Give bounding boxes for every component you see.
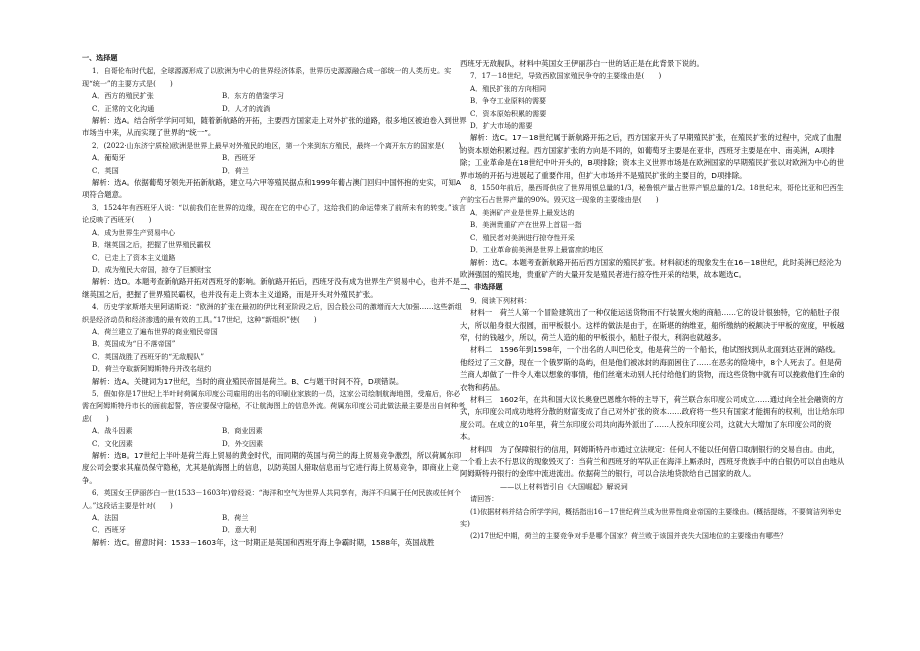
left-column	[82, 52, 467, 549]
question-5-answer: 解析：选B。17世纪上半叶是荷兰海上贸易的黄金时代，而同期的英国与荷兰的海上贸易竞争激烈，所以荷属东印度公司会要求其雇员保守隐秘，尤其是航海图上的信息，以防英国人猎取信息而与它进行海上贸易竞争，即商业上竞争。	[82, 451, 462, 485]
question-3-answer: 解析：选D。本题考查新航路开拓对西班牙的影响。新航路开拓后，西班牙没有成为世界生产贸易中心，也并不是继英国之后，把握了世界殖民霸权，也并没有走上资本主义道路，而是开头对外殖民扩张。	[82, 277, 460, 299]
question-8-option-b	[460, 219, 845, 231]
option: A．葡萄牙	[92, 153, 126, 163]
option: B．东方的借鉴学习	[222, 91, 284, 101]
question-1-stem: 1．自哥伦布时代起，全球源源形成了以欧洲为中心的世界经济体系，世界历史源源融合成一部统一的人类历史。实现“统一”的主要方式是( )	[82, 66, 452, 88]
section-title-choice: 一、选择题	[82, 53, 118, 62]
question-6-options-row1	[82, 512, 467, 524]
question-8-option-a	[460, 207, 845, 219]
material-3: 材料三 1602年，在共和国大议长奥登巴恩维尔特的主导下，荷兰联合东印度公司成立……通过向全社会融资的方式，东印度公司成功地将分散的财富变成了自己对外扩张的资本……政府将一些只有国家才能拥有的权利，出让给东印度公司。在成立的10年里，荷兰东印度公司共向海外派出了……人投东印度公司，这就大大增加了东印度公司的资本。	[460, 394, 845, 442]
question-7-option-d	[460, 120, 845, 132]
option: D．意大利	[222, 525, 257, 535]
option: B．美洲贵重矿产在世界上首屈一指	[470, 220, 582, 230]
option: C．资本原始积累的需要	[470, 108, 547, 118]
question-5-options-row1	[82, 425, 467, 437]
question-4-option-b	[82, 338, 467, 350]
option: C．殖民者对美洲进行掠夺性开采	[470, 232, 575, 242]
option: A．荷兰建立了遍布世界的商业殖民帝国	[92, 326, 218, 336]
material-2: 材料二 1596年到1598年，一个出名的人叫巴伦支，他是荷兰的一个船长，他试图找到从北面到达亚洲的路线。他经过了三文静，现在一个俄罗斯的岛屿，但是他们被冰封的海面困住了……在恶劣的险境中，8个人死去了。但是荷兰商人却做了一件令人难以想象的事情，他们丝毫未动别人托付给他们的货物，而这些货物中就有可以挽救他们生命的衣物和药品。	[460, 345, 845, 392]
option: D．荷兰夺取新阿姆斯特丹并改名纽约	[92, 364, 212, 374]
question-6-answer: 解析：选C。留意时间：1533－1603年，这一时期正是英国和西班牙海上争霸时期，1588年，英国战胜	[92, 537, 435, 547]
option: D．外交因素	[222, 438, 264, 448]
question-1-options-row1	[82, 90, 467, 102]
question-8-option-c	[460, 232, 845, 244]
material-1: 材料一 荷兰人第一个冒险建筑出了一种仅能运送货物而不行装置火炮的商船……它的设计很独特，它的船肚子很大，所以船身很大很圆，而甲板很小。这样的做法是由于，在斯堪的纳维亚，船所缴纳的税额决于甲板的宽度，甲板越窄，付的钱越少，所以，荷兰人造的船的甲板很小，船肚子很大，利润也就越多。	[460, 308, 845, 342]
question-2-stem: 2．(2022·山东济宁质检)欧洲是世界上最早对外殖民的地区，第一个来到东方殖民，最终一个离开东方的国家是( )	[92, 140, 462, 150]
question-3-stem: 3．1524年有西班牙人说：“以前我们在世界的边缘，现在在它的中心了，这给我们的命运带来了前所未有的转变。”该言论反映了西班牙( )	[82, 202, 466, 225]
material-source: ——以上材料皆引自《大国崛起》解说词	[500, 481, 628, 491]
question-4-option-d	[82, 363, 467, 375]
option: D．工业革命前美洲是世界上最富庶的地区	[470, 245, 604, 255]
question-2-answer: 解析：选A。依据葡萄牙领先开拓新航路，建立马六甲等殖民据点和1999年葡占澳门回归中国怀抱的史实，可知A项符合题意。	[82, 178, 461, 200]
option: B．商业因素	[222, 426, 263, 436]
question-9-stem: 9．阅读下列材料：	[470, 295, 532, 305]
question-1-options-row2	[82, 103, 467, 115]
option: B．荷兰	[222, 513, 249, 523]
right-column	[460, 58, 845, 543]
question-1-answer: 解析：选A。结合所学学问可知，随着新航路的开拓，主要西方国家走上对外扩张的道路，很多地区被迫卷入到世界市场当中来，从而实现了世界的“统一”。	[82, 116, 467, 138]
question-5-stem: 5．假如你是17世纪上半叶时荷属东印度公司雇用的出名的印刷业家族的一员，这家公司绘制航海地图，受雇后，你必需在阿姆斯特丹市长的面前起誓，答应要保守隐秘，不让航海图上的信息外流。荷属东印度公司此做法最主要是出自何种考虑( )	[82, 388, 466, 423]
option: B．西班牙	[222, 153, 256, 163]
question-6-stem: 6．英国女王伊丽莎白一世(1533－1603年)曾经说：“海洋和空气为世界人共同享有，海洋不归属于任何民族或任何个人。”这段话主要是针对( )	[82, 488, 461, 510]
option: B．争夺工业原料的需要	[470, 96, 547, 106]
question-5-options-row2	[82, 438, 467, 450]
question-3-option-a	[82, 227, 467, 239]
question-3-option-b	[82, 239, 467, 251]
option: C．西班牙	[92, 525, 126, 535]
question-9-part-2: (2)17世纪中期，荷兰的主要竞争对手是哪个国家？荷兰败于该国并丧失大国地位的主要缘由有哪些？	[470, 531, 788, 541]
question-4-option-a	[82, 326, 467, 338]
option: A．战斗因素	[92, 426, 133, 436]
question-7-answer: 解析：选C。17－18世纪属于新航路开拓之后，西方国家开头了早期殖民扩张，在殖民扩张的过程中，完成了血腥的资本原始积累过程。西方国家扩张的方向是不同的，如葡萄牙主要是在亚非，西班牙主要是在中、南美洲，A项排除；工业革命是在18世纪中叶开头的，B项排除；资本主义世界市场是在欧洲国家的早期殖民扩张以对欧洲为中心的世界市场的开拓与进展起了重要作用，但扩大市场并不是殖民扩张的主要目的，D项排除。	[460, 133, 845, 180]
option: C．正常的文化沟通	[92, 103, 155, 113]
question-7-option-a	[460, 83, 845, 95]
option: D．成为殖民大帝国，掠夺了巨额财宝	[92, 264, 212, 274]
option: B．继英国之后，把握了世界殖民霸权	[92, 240, 211, 250]
question-8-stem: 8．1550年前后，墨西哥供应了世界用银总量的1/3，秘鲁银产量占世界产银总量的1/2。18世纪末，哥伦比亚和巴西生产的宝石占世界产量的90%。毁灭这一现象的主要缘由是( )	[460, 183, 844, 205]
question-2-options-row1	[82, 152, 467, 164]
option: D．荷兰	[222, 165, 249, 175]
material-4: 材料四 为了保障银行的信用，阿姆斯特丹市通过立法规定：任何人不能以任何借口取制银行的交易自由。由此，一个看上去不行思议的现象毁灭了：当荷兰和西班牙的军队正在海洋上厮杀时，西班牙贵族手中的白银仍可以自由地从阿姆斯特丹银行的金库中流进流出。依据荷兰的银行，可以合法地贷款给自己国家的敌人。	[460, 444, 845, 479]
option: A．成为世界生产贸易中心	[92, 227, 176, 237]
option: D．人才的流淌	[222, 103, 271, 113]
question-9-part-1: (1)依据材料并结合所学学问，概括指出16－17世纪荷兰成为世界性商业帝国的主要缘由。(概括提练，不要简洁列举史实)	[460, 506, 842, 529]
option: D．扩大市场的需要	[470, 121, 533, 131]
option: C．英国	[92, 165, 119, 175]
question-6-options-row2	[82, 524, 467, 536]
option: C．英国战胜了西班牙的“无敌舰队”	[92, 351, 204, 361]
question-7-stem: 7．17－18世纪，导致西欧国家殖民争夺的主要缘由是( )	[470, 71, 662, 81]
question-6-answer-continued: 西班牙无敌舰队，材料中英国女王伊丽莎白一世的话正是在此背景下说的。	[460, 59, 704, 68]
question-2-options-row2	[82, 165, 467, 177]
question-4-stem: 4．历史学家斯塔夫里阿诺斯说：“欧洲的扩张在最初的伊比利亚阶段之后，因合股公司的激增而大大加强……这些新组织是经济动员和经济渗透的最有效的工具。”17世纪，这种“新组织”使( )	[82, 302, 462, 324]
question-3-option-c	[82, 252, 467, 264]
question-7-option-c	[460, 108, 845, 120]
option: A．殖民扩张的方向相同	[470, 83, 547, 93]
question-4-option-c	[82, 351, 467, 363]
option: C．已走上了资本主义道路	[92, 252, 176, 262]
question-9-ask: 请回答：	[470, 494, 499, 504]
question-8-option-d	[460, 244, 845, 256]
option: A．法国	[92, 513, 119, 523]
question-4-answer: 解析：选A。关键词为17世纪，当时的商业殖民帝国是荷兰。B、C与题干时间不符，D项错误。	[92, 376, 404, 386]
question-3-option-d	[82, 264, 467, 276]
option: C．文化因素	[92, 438, 133, 448]
question-7-option-b	[460, 95, 845, 107]
option: A．西方的殖民扩张	[92, 91, 154, 101]
option: B．英国成为“日不落帝国”	[92, 339, 176, 349]
question-8-answer: 解析：选C。本题考查新航路开拓后西方国家的殖民扩张。材料叙述的现象发生在16－18世纪，此时美洲已经沦为欧洲强国的殖民地，贵重矿产的大量开发是殖民者进行掠夺性开采的结果，故本题选C。	[460, 257, 842, 279]
option: A．美洲矿产业是世界上最发达的	[470, 207, 575, 217]
section-title-nonchoice: 二、非选择题	[460, 282, 503, 292]
